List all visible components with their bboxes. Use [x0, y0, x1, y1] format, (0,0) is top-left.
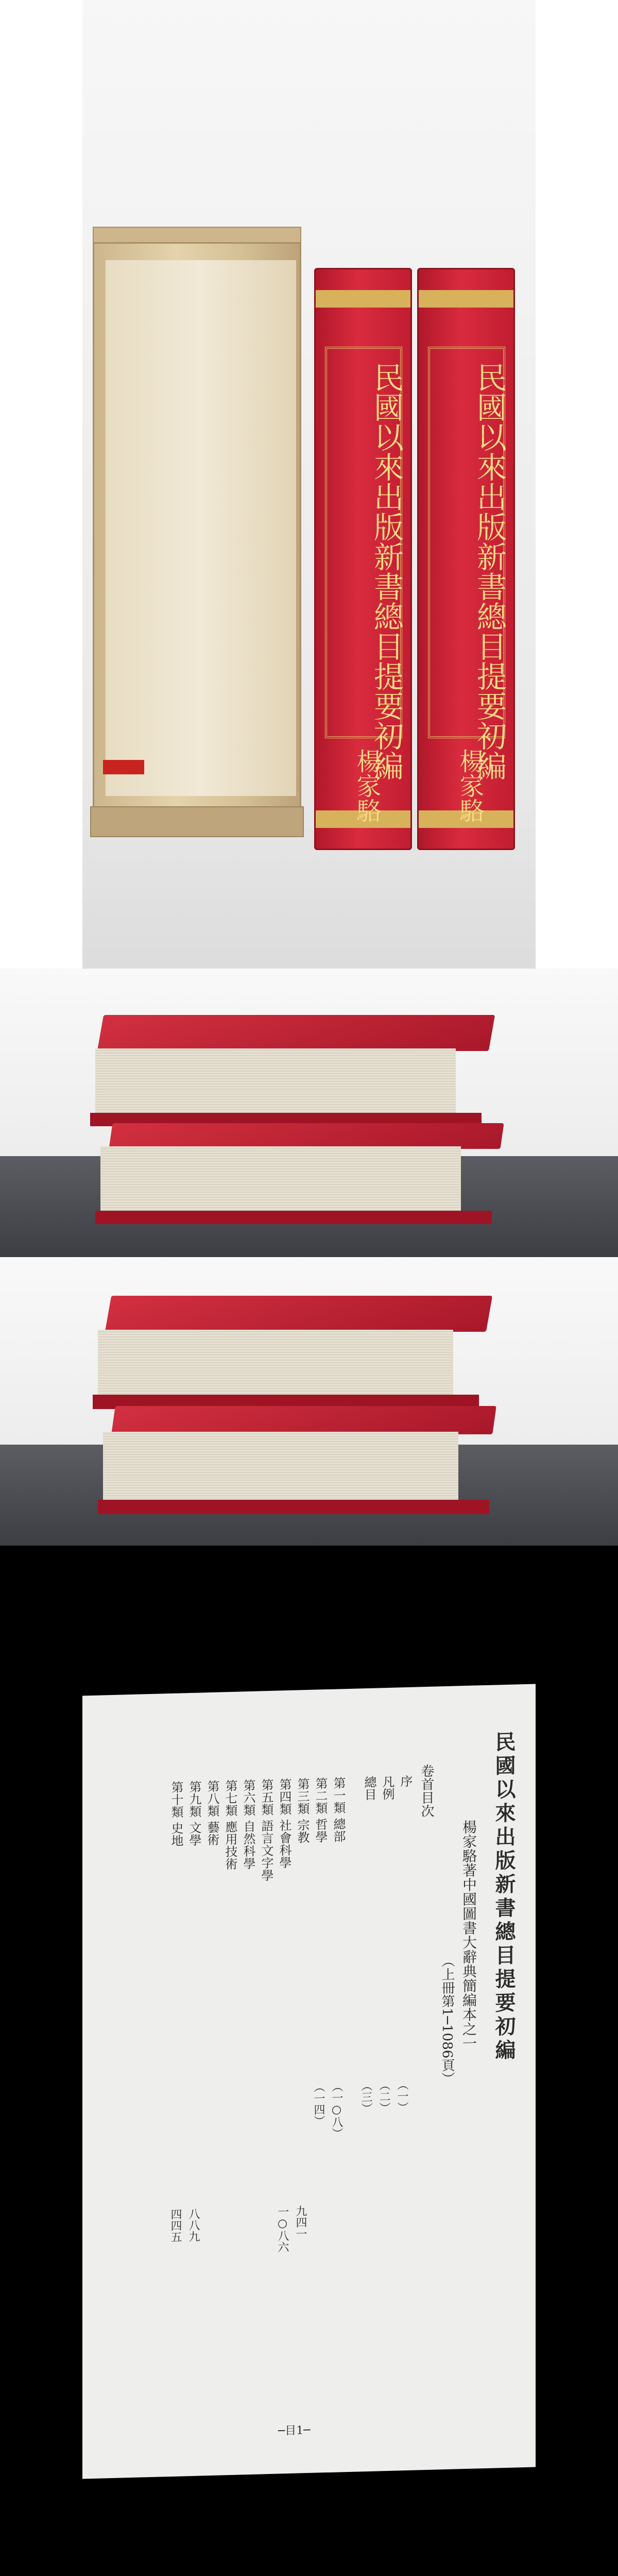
page-number: （一） [396, 2078, 408, 2113]
toc-item: 第二類 哲學 [313, 1777, 328, 1843]
page-number: 四四五 [169, 2208, 182, 2243]
toc-item: 第四類 社會科學 [277, 1777, 291, 1869]
page-folio: ─目1─ [278, 2424, 311, 2438]
slipcase-interior [106, 260, 296, 796]
contents-page [82, 1684, 536, 2479]
page-number: （三） [359, 2079, 372, 2114]
photo-contents-page [0, 1546, 618, 2553]
volume-2-title: 民國以來出版新書總目提要初編 [472, 362, 507, 781]
toc-item: 第一類 總部 [331, 1776, 346, 1843]
toc-item: 第八類 藝術 [205, 1780, 219, 1846]
book-stack [90, 1015, 492, 1226]
photo-stacked-books-1 [0, 969, 618, 1257]
page-number: 八八九 [187, 2208, 200, 2243]
volume-range: （上冊第1─1086頁） [439, 1954, 455, 2086]
toc-item: 第五類 語言文字學 [259, 1778, 273, 1882]
page-number: （二） [377, 2079, 390, 2114]
photo-stacked-books-2 [0, 1257, 618, 1546]
toc-item: 第六類 自然科學 [241, 1778, 255, 1870]
volume-2-author: 楊家駱 [455, 749, 484, 823]
page-number: （一四） [312, 2081, 325, 2127]
volume-1-author: 楊家駱 [352, 749, 381, 823]
volume-2 [417, 268, 515, 850]
toc-heading: 卷首目次 [419, 1764, 434, 1818]
page-number: 一○八六 [276, 2206, 289, 2253]
red-stamp [103, 760, 144, 774]
toc-item: 第七類 應用技術 [223, 1779, 237, 1871]
photo-box-and-volumes [0, 0, 618, 969]
book-stack [93, 1296, 489, 1517]
toc-item: 第十類 史地 [169, 1781, 183, 1847]
toc-item: 第九類 文學 [187, 1780, 201, 1846]
book-title: 民國以來出版新書總目提要初編 [492, 1731, 516, 2063]
volume-1 [314, 268, 412, 850]
toc-item: 總目 [362, 1775, 376, 1801]
toc-item: 序 [398, 1774, 413, 1788]
toc-item: 凡例 [380, 1775, 394, 1801]
photo-text-page [0, 2553, 618, 2576]
book-subtitle: 楊家駱著中國圖書大辭典簡編本之一 [460, 1819, 477, 2051]
page-number: （一○八） [330, 2080, 343, 2139]
slipcase-base [90, 806, 304, 837]
volume-1-title: 民國以來出版新書總目提要初編 [369, 362, 404, 781]
page-number: 九四一 [294, 2205, 307, 2240]
toc-item: 第三類 宗教 [295, 1777, 310, 1844]
